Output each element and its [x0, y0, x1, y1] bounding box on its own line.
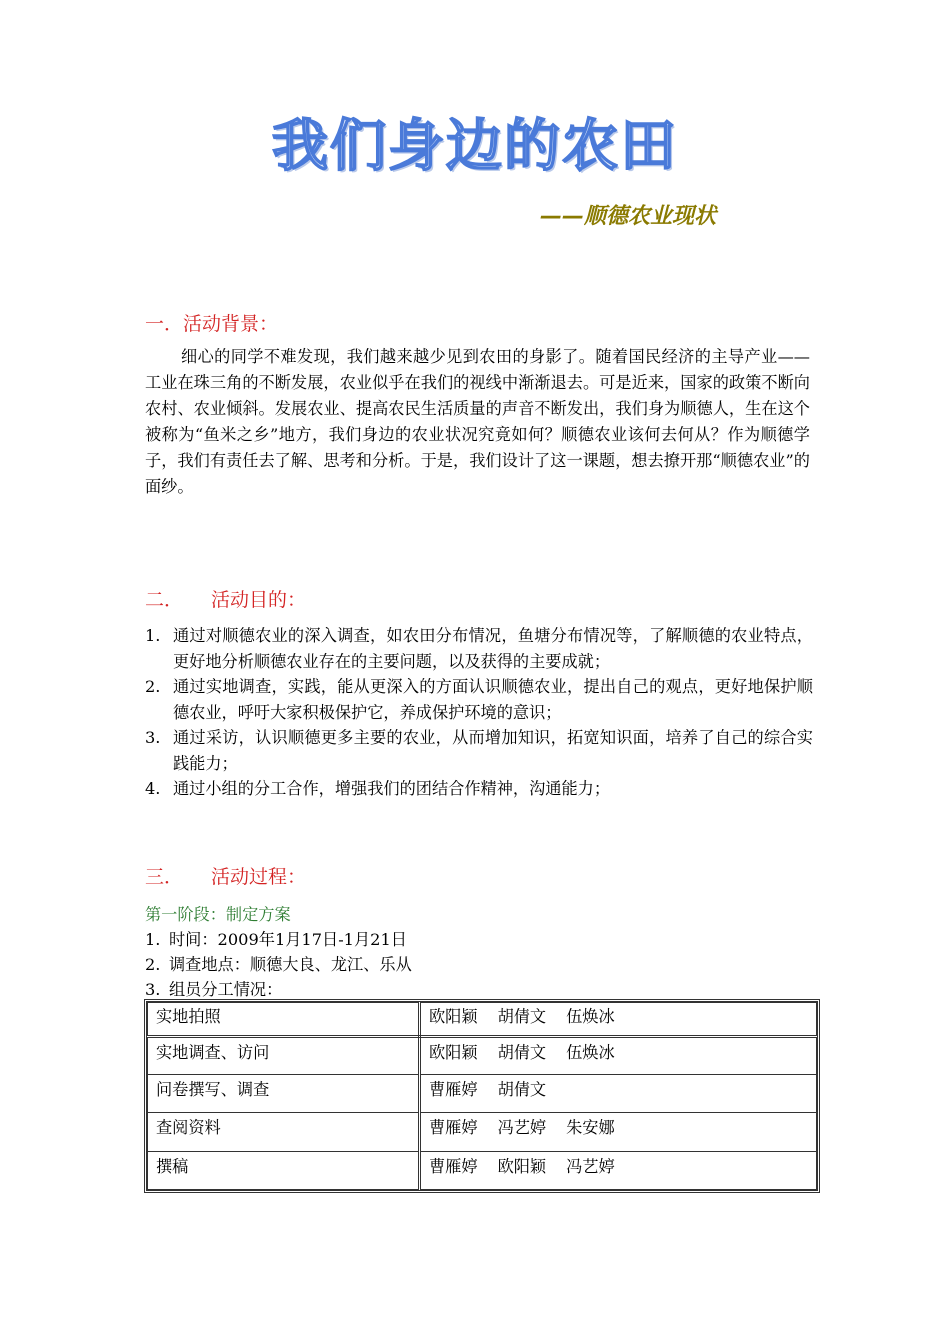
member-name: 欧阳颖	[429, 1007, 478, 1026]
names-cell	[420, 1037, 817, 1075]
table-row	[148, 1003, 817, 1037]
section-heading-background	[145, 311, 278, 337]
task-cell: 问卷撰写、调查	[148, 1075, 420, 1113]
item-number: 3.	[145, 980, 161, 999]
stage-heading: 第一阶段：制定方案	[145, 905, 291, 924]
section-number: 二．	[145, 589, 184, 611]
item-text: 调查地点：顺德大良、龙江、乐从	[169, 955, 412, 974]
item-text: 时间：2009年1月17日-1月21日	[169, 930, 407, 949]
table-row	[148, 1037, 817, 1075]
item-text: 通过采访，认识顺德更多主要的农业，从而增加知识，拓宽知识面，培养了自己的综合实践能力；	[173, 728, 813, 773]
list-item	[145, 927, 412, 952]
list-item	[145, 674, 813, 725]
item-number: 1.	[145, 930, 161, 949]
list-item	[145, 623, 813, 674]
names-cell	[420, 1113, 817, 1152]
document-subtitle: ——顺德农业现状	[540, 204, 717, 229]
names-cell	[420, 1003, 817, 1037]
member-name: 胡倩文	[497, 1043, 547, 1062]
names-cell	[420, 1152, 817, 1190]
roles-table	[144, 999, 820, 1193]
background-paragraph: 细心的同学不难发现，我们越来越少见到农田的身影了。随着国民经济的主导产业——工业在珠三角的不断发展，农业似乎在我们的视线中渐渐退去。可是近来，国家的政策不断向农村、农业倾斜。发展农业、提高农民生活质量的声音不断发出，我们身为顺德人，生在这个被称为“鱼米之乡”地方，我们身边的农业状况究竟如何？顺德农业该何去何从？作为顺德学子，我们有责任去了解、思考和分析。于是，我们设计了这一课题，想去撩开那“顺德农业”的面纱。	[145, 347, 810, 496]
item-text: 通过对顺德农业的深入调查，如农田分布情况，鱼塘分布情况等，了解顺德的农业特点，更好地分析顺德农业存在的主要问题，以及获得的主要成就；	[173, 626, 813, 671]
member-name: 欧阳颖	[429, 1043, 478, 1062]
document-title: 我们身边的农田	[272, 114, 678, 179]
member-name: 胡倩文	[497, 1080, 547, 1099]
member-name: 伍焕冰	[566, 1043, 615, 1062]
section-label: 活动目的：	[211, 589, 307, 611]
section-heading-purpose	[145, 587, 306, 613]
member-name: 曹雁婷	[429, 1157, 478, 1176]
member-name: 朱安娜	[566, 1118, 615, 1137]
table-row	[148, 1113, 817, 1152]
section-number: 一．	[145, 313, 184, 335]
task-cell: 撰稿	[148, 1152, 420, 1190]
item-number: 1.	[145, 626, 161, 645]
member-name: 冯艺婷	[566, 1157, 615, 1176]
item-text: 通过小组的分工合作，增强我们的团结合作精神，沟通能力；	[173, 779, 611, 798]
item-number: 2.	[145, 677, 161, 696]
section-heading-process	[145, 864, 306, 890]
list-item	[145, 725, 813, 776]
member-name: 曹雁婷	[429, 1080, 478, 1099]
item-number: 3.	[145, 728, 161, 747]
section-label: 活动背景：	[183, 313, 279, 335]
table-row	[148, 1075, 817, 1113]
task-cell: 实地调查、访问	[148, 1037, 420, 1075]
section-number: 三．	[145, 866, 184, 888]
item-text: 组员分工情况：	[169, 980, 283, 999]
member-name: 伍焕冰	[566, 1007, 615, 1026]
list-item	[145, 952, 412, 977]
list-item	[145, 776, 813, 802]
member-name: 冯艺婷	[497, 1118, 547, 1137]
section-label: 活动过程：	[211, 866, 307, 888]
task-cell: 查阅资料	[148, 1113, 420, 1152]
table-row	[148, 1152, 817, 1190]
names-cell	[420, 1075, 817, 1113]
member-name: 胡倩文	[497, 1007, 547, 1026]
item-number: 2.	[145, 955, 161, 974]
purpose-list	[145, 623, 813, 802]
task-cell: 实地拍照	[148, 1003, 420, 1037]
process-list	[145, 927, 412, 1002]
member-name: 欧阳颖	[497, 1157, 547, 1176]
item-text: 通过实地调查，实践，能从更深入的方面认识顺德农业，提出自己的观点，更好地保护顺德农业，呼吁大家积极保护它，养成保护环境的意识；	[173, 677, 813, 722]
item-number: 4.	[145, 779, 161, 798]
member-name: 曹雁婷	[429, 1118, 478, 1137]
